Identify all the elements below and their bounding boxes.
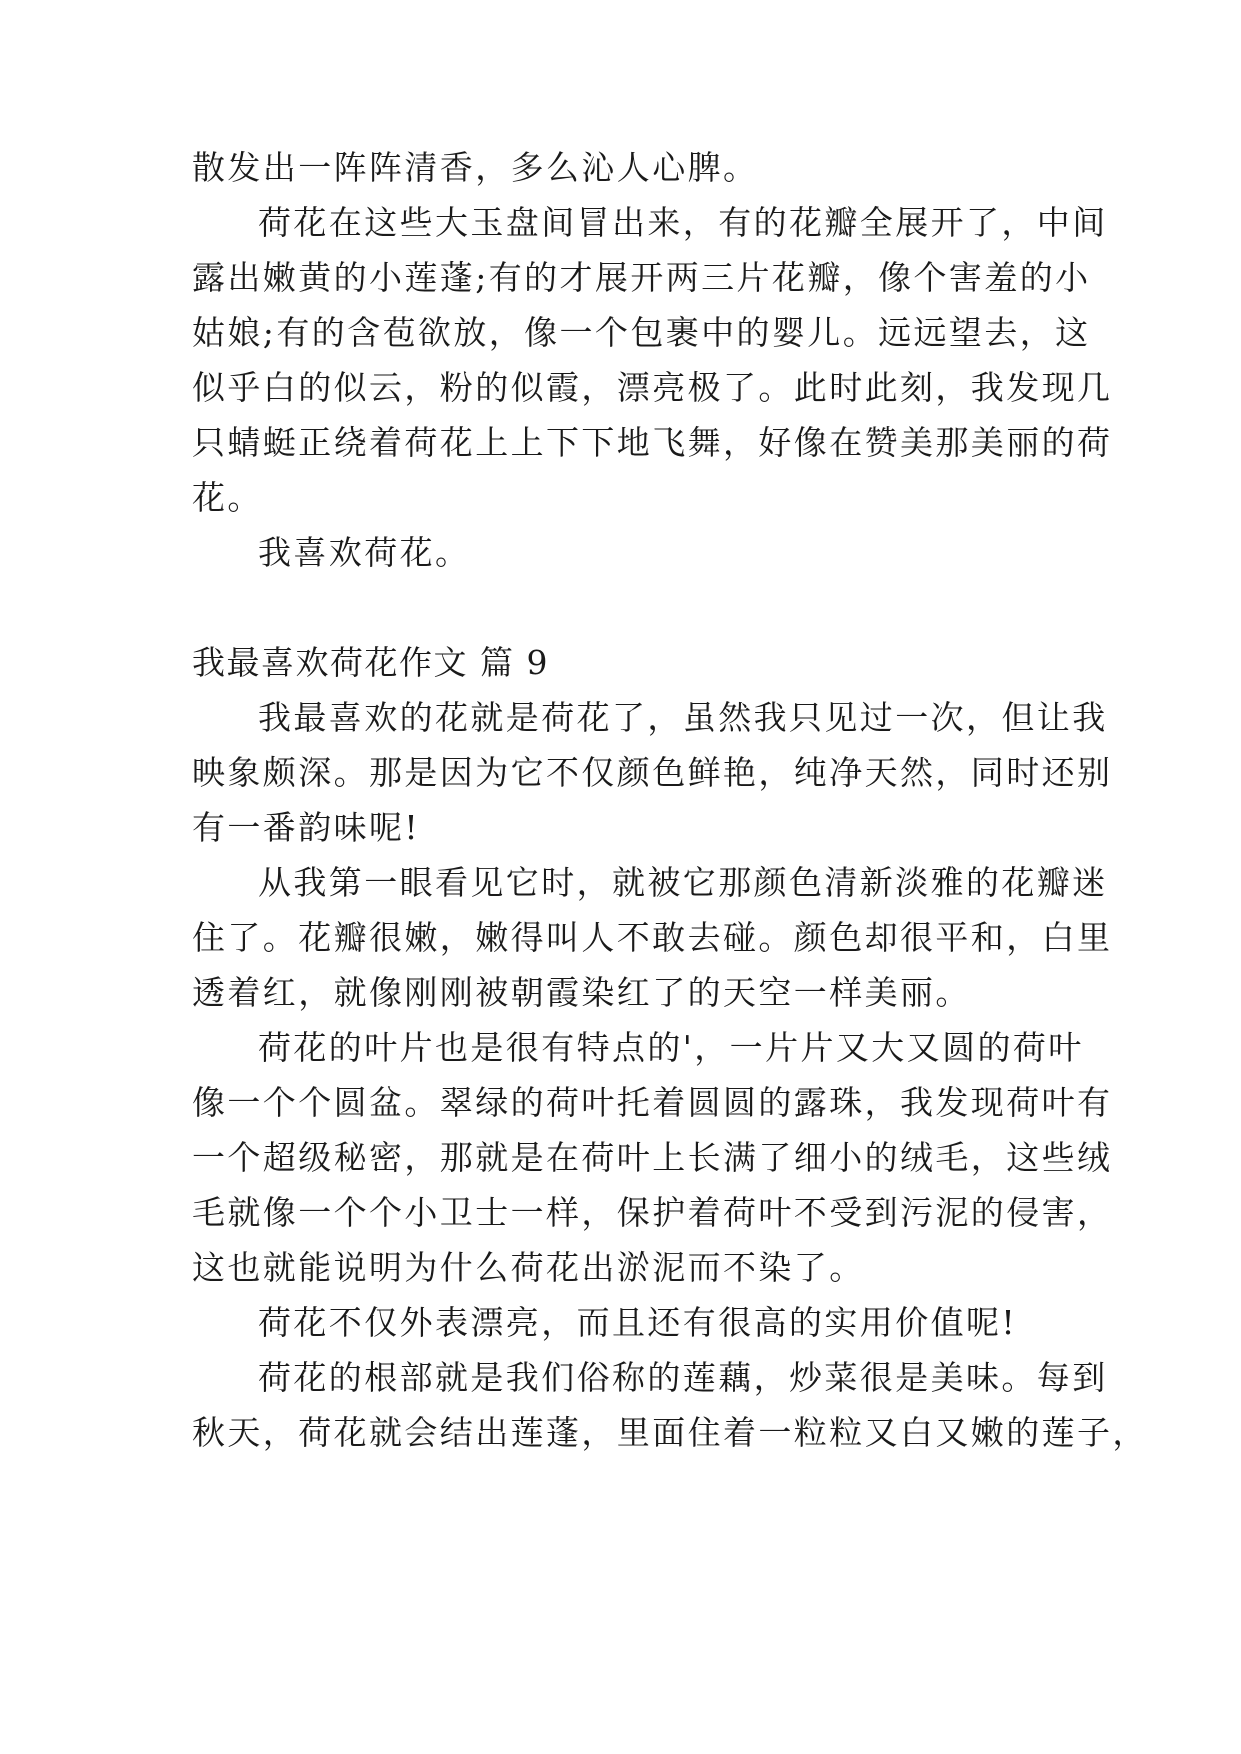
text-line: 似乎白的似云，粉的似霞，漂亮极了。此时此刻，我发现几 <box>192 368 1113 407</box>
text-line: 这也就能说明为什么荷花出淤泥而不染了。 <box>192 1248 865 1287</box>
text-line: 透着红，就像刚刚被朝霞染红了的天空一样美丽。 <box>192 973 971 1012</box>
text-line: 像一个个圆盆。翠绿的荷叶托着圆圆的露珠，我发现荷叶有 <box>192 1083 1113 1122</box>
section-heading: 我最喜欢荷花作文 篇 9 <box>192 643 549 682</box>
text-line: 只蜻蜓正绕着荷花上上下下地飞舞，好像在赞美那美丽的荷 <box>192 423 1113 462</box>
text-line: 有一番韵味呢! <box>192 808 421 847</box>
paragraph-start: 我喜欢荷花。 <box>258 533 471 572</box>
text-line: 姑娘;有的含苞欲放，像一个包裹中的婴儿。远远望去，这 <box>192 313 1091 352</box>
text-line: 住了。花瓣很嫩，嫩得叫人不敢去碰。颜色却很平和，白里 <box>192 918 1113 957</box>
paragraph-start: 我最喜欢的花就是荷花了，虽然我只见过一次，但让我 <box>258 698 1108 737</box>
paragraph-start: 荷花的根部就是我们俗称的莲藕，炒菜很是美味。每到 <box>258 1358 1108 1397</box>
text-line: 散发出一阵阵清香，多么沁人心脾。 <box>192 148 759 187</box>
text-line: 露出嫩黄的小莲蓬;有的才展开两三片花瓣，像个害羞的小 <box>192 258 1091 297</box>
text-line: 一个超级秘密，那就是在荷叶上长满了细小的绒毛，这些绒 <box>192 1138 1113 1177</box>
paragraph-start: 从我第一眼看见它时，就被它那颜色清新淡雅的花瓣迷 <box>258 863 1108 902</box>
paragraph-start: 荷花在这些大玉盘间冒出来，有的花瓣全展开了，中间 <box>258 203 1108 242</box>
text-line: 映象颇深。那是因为它不仅颜色鲜艳，纯净天然，同时还别 <box>192 753 1113 792</box>
text-line: 花。 <box>192 478 263 517</box>
text-line: 秋天，荷花就会结出莲蓬，里面住着一粒粒又白又嫩的莲子， <box>192 1413 1148 1452</box>
paragraph-start: 荷花不仅外表漂亮，而且还有很高的实用价值呢! <box>258 1303 1018 1342</box>
paragraph-start: 荷花的叶片也是很有特点的'，一片片又大又圆的荷叶 <box>258 1028 1084 1067</box>
text-line: 毛就像一个个小卫士一样，保护着荷叶不受到污泥的侵害， <box>192 1193 1113 1232</box>
